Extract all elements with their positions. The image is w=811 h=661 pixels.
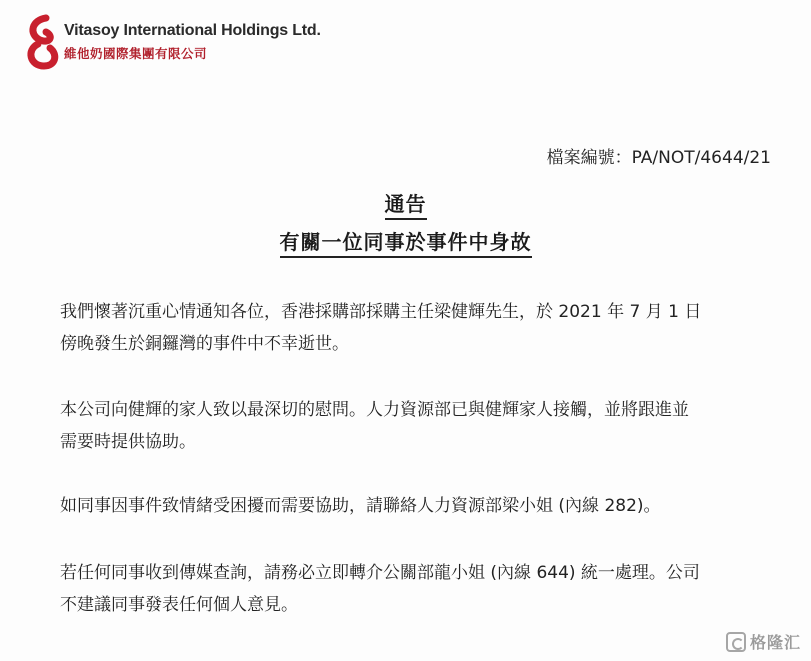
paragraph-line: 我們懷著沉重心情通知各位，香港採購部採購主任梁健輝先生，於 2021 年 7 月 1 日 [60,302,702,322]
paragraph-3 [60,490,775,522]
notice-title-text: 通告 [385,192,427,220]
watermark [726,630,801,653]
reference-number: 檔案編號：PA/NOT/4644/21 [546,148,771,168]
paragraph-line: 若任何同事收到傳媒查詢，請務必立即轉介公關部龍小姐 (內線 644) 統一處理。公司 [60,563,700,583]
notice-title [0,188,811,217]
watermark-text: 格隆汇 [749,633,801,652]
paragraph-line: 如同事因事件致情緒受困擾而需要協助，請聯絡人力資源部梁小姐 (內線 282)。 [60,496,661,516]
paragraph-line: 本公司向健輝的家人致以最深切的慰問。人力資源部已與健輝家人接觸，並將跟進並 [60,400,689,420]
notice-subtitle [0,226,811,255]
paragraph-1 [60,296,775,360]
company-name-zh: 維他奶國際集團有限公司 [64,46,208,61]
company-name-en: Vitasoy International Holdings Ltd. [64,22,321,39]
notice-subtitle-text: 有關一位同事於事件中身故 [280,230,532,258]
paragraph-line: 需要時提供協助。 [60,432,196,452]
vitasoy-logo-icon [24,14,64,70]
paragraph-4 [60,557,775,621]
paragraph-line: 不建議同事發表任何個人意見。 [60,595,298,615]
paragraph-2 [60,394,775,458]
company-logo [24,14,324,70]
paragraph-line: 傍晚發生於銅鑼灣的事件中不幸逝世。 [60,334,349,354]
gelonghui-logo-icon [726,632,746,652]
